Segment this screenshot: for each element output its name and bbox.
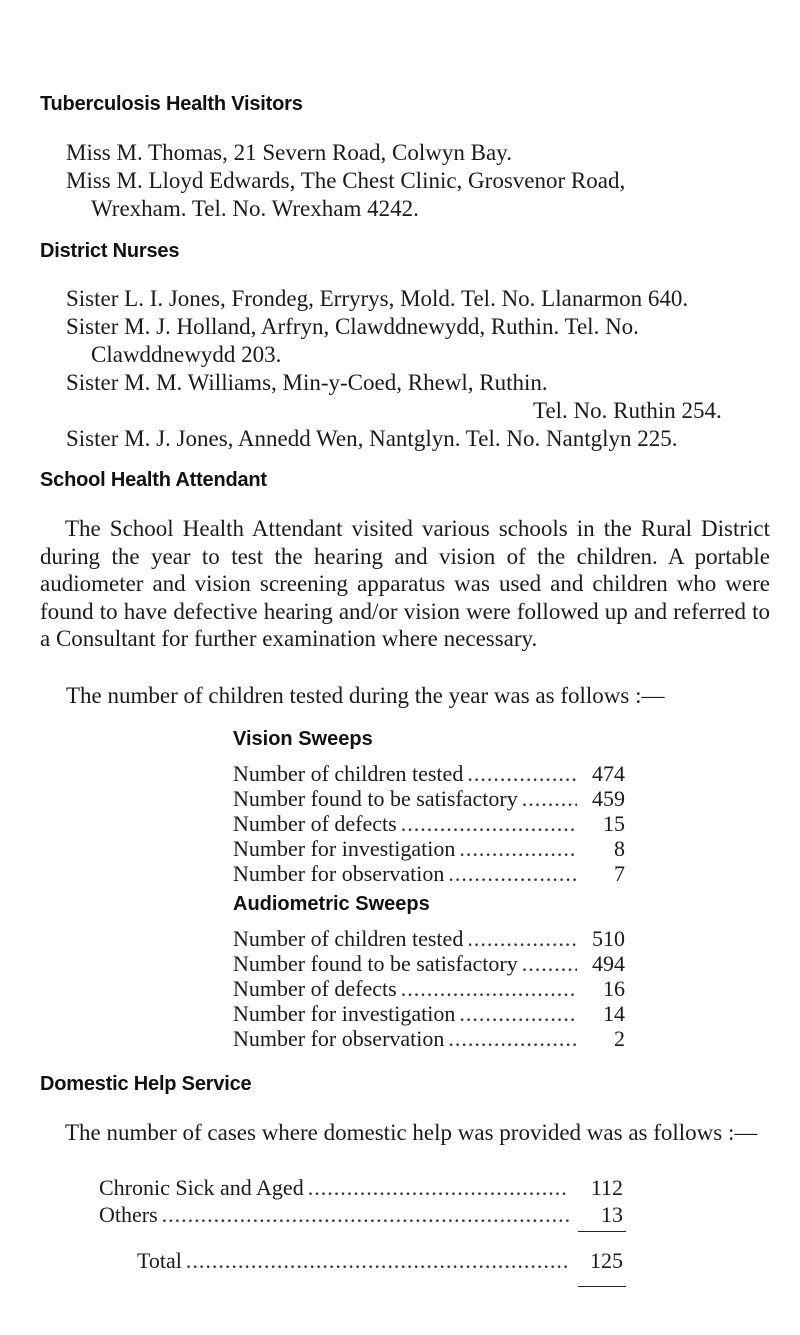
table-row <box>233 1026 625 1052</box>
leader-dots <box>522 786 577 812</box>
leader-dots <box>459 1001 577 1027</box>
leader-dots <box>448 1026 577 1052</box>
district-nurse-line: Sister L. I. Jones, Frondeg, Erryrys, Mold. Tel. No. Llanarmon 640. <box>66 286 689 311</box>
table-row <box>99 1202 623 1228</box>
row-value: 474 <box>592 761 625 786</box>
district-nurse-line: Sister M. M. Williams, Min-y-Coed, Rhewl, Ruthin. <box>66 370 548 395</box>
school-health-intro: The number of children tested during the year was as follows :— <box>66 683 665 708</box>
table-row <box>233 761 625 787</box>
row-label: Number for investigation <box>233 836 456 861</box>
table-row <box>233 786 625 812</box>
row-value: 112 <box>590 1175 623 1200</box>
total-row <box>137 1248 623 1274</box>
leader-dots <box>162 1202 569 1228</box>
row-label: Number of children tested <box>233 761 464 786</box>
row-label: Number of defects <box>233 811 397 836</box>
vision-sweeps-heading: Vision Sweeps <box>233 728 373 750</box>
row-value: 7 <box>614 861 625 886</box>
row-label: Number found to be satisfactory <box>233 951 518 976</box>
row-label: Number for observation <box>233 861 445 886</box>
table-row <box>233 811 625 837</box>
row-value: 494 <box>592 951 625 976</box>
leader-dots <box>308 1175 569 1201</box>
leader-dots <box>401 811 577 837</box>
audiometric-sweeps-heading: Audiometric Sweeps <box>233 893 430 915</box>
district-nurse-line: Clawddnewydd 203. <box>91 342 282 367</box>
leader-dots <box>448 861 577 887</box>
row-value: 2 <box>614 1026 625 1051</box>
row-label: Number for observation <box>233 1026 445 1051</box>
leader-dots <box>522 951 577 977</box>
school-health-paragraph-text: The School Health Attendant visited various schools in the Rural District during the year to test the hearing and vision of the children. A portable audiometer and vision screening apparatus was used and children who were found to have defective hearing and/or vision were followed up and referred to a Consultant for further examination where necessary. <box>40 516 770 652</box>
tb-visitor-line: Miss M. Thomas, 21 Severn Road, Colwyn Bay. <box>66 140 512 165</box>
tb-visitor-line: Wrexham. Tel. No. Wrexham 4242. <box>91 196 419 221</box>
table-row <box>233 951 625 977</box>
district-nurse-line: Sister M. J. Holland, Arfryn, Clawddnewydd, Ruthin. Tel. No. <box>66 314 639 339</box>
leader-dots <box>467 761 577 787</box>
row-value: 459 <box>592 786 625 811</box>
row-value: 510 <box>592 926 625 951</box>
total-rule-top <box>578 1231 626 1232</box>
district-nurse-line: Sister M. J. Jones, Annedd Wen, Nantglyn. Tel. No. Nantglyn 225. <box>66 426 678 451</box>
table-row <box>233 926 625 952</box>
table-row <box>233 836 625 862</box>
leader-dots <box>467 926 577 952</box>
row-label: Chronic Sick and Aged <box>99 1175 304 1200</box>
domestic-help-heading: Domestic Help Service <box>40 1073 252 1095</box>
domestic-help-paragraph-text: The number of cases where domestic help was provided was as follows :— <box>65 1120 758 1145</box>
total-value: 125 <box>590 1248 623 1273</box>
school-health-heading: School Health Attendant <box>40 469 267 491</box>
table-row <box>233 976 625 1002</box>
row-value: 8 <box>614 836 625 861</box>
total-rule-bottom <box>578 1286 626 1287</box>
row-label: Others <box>99 1202 158 1227</box>
district-nurses-heading: District Nurses <box>40 240 180 262</box>
row-label: Number of children tested <box>233 926 464 951</box>
district-nurse-line: Tel. No. Ruthin 254. <box>533 398 722 423</box>
row-value: 13 <box>601 1202 623 1227</box>
table-row <box>233 1001 625 1027</box>
leader-dots <box>186 1248 569 1274</box>
row-value: 14 <box>603 1001 625 1026</box>
row-value: 16 <box>603 976 625 1001</box>
row-label: Number for investigation <box>233 1001 456 1026</box>
leader-dots <box>401 976 577 1002</box>
tb-visitors-heading: Tuberculosis Health Visitors <box>40 93 303 115</box>
domestic-help-paragraph <box>40 1119 770 1147</box>
tb-visitor-line: Miss M. Lloyd Edwards, The Chest Clinic, Grosvenor Road, <box>66 168 626 193</box>
leader-dots <box>459 836 577 862</box>
table-row <box>233 861 625 887</box>
row-label: Number of defects <box>233 976 397 1001</box>
row-value: 15 <box>603 811 625 836</box>
row-label: Number found to be satisfactory <box>233 786 518 811</box>
total-label: Total <box>137 1248 182 1273</box>
school-health-paragraph <box>40 515 770 653</box>
table-row <box>99 1175 623 1201</box>
